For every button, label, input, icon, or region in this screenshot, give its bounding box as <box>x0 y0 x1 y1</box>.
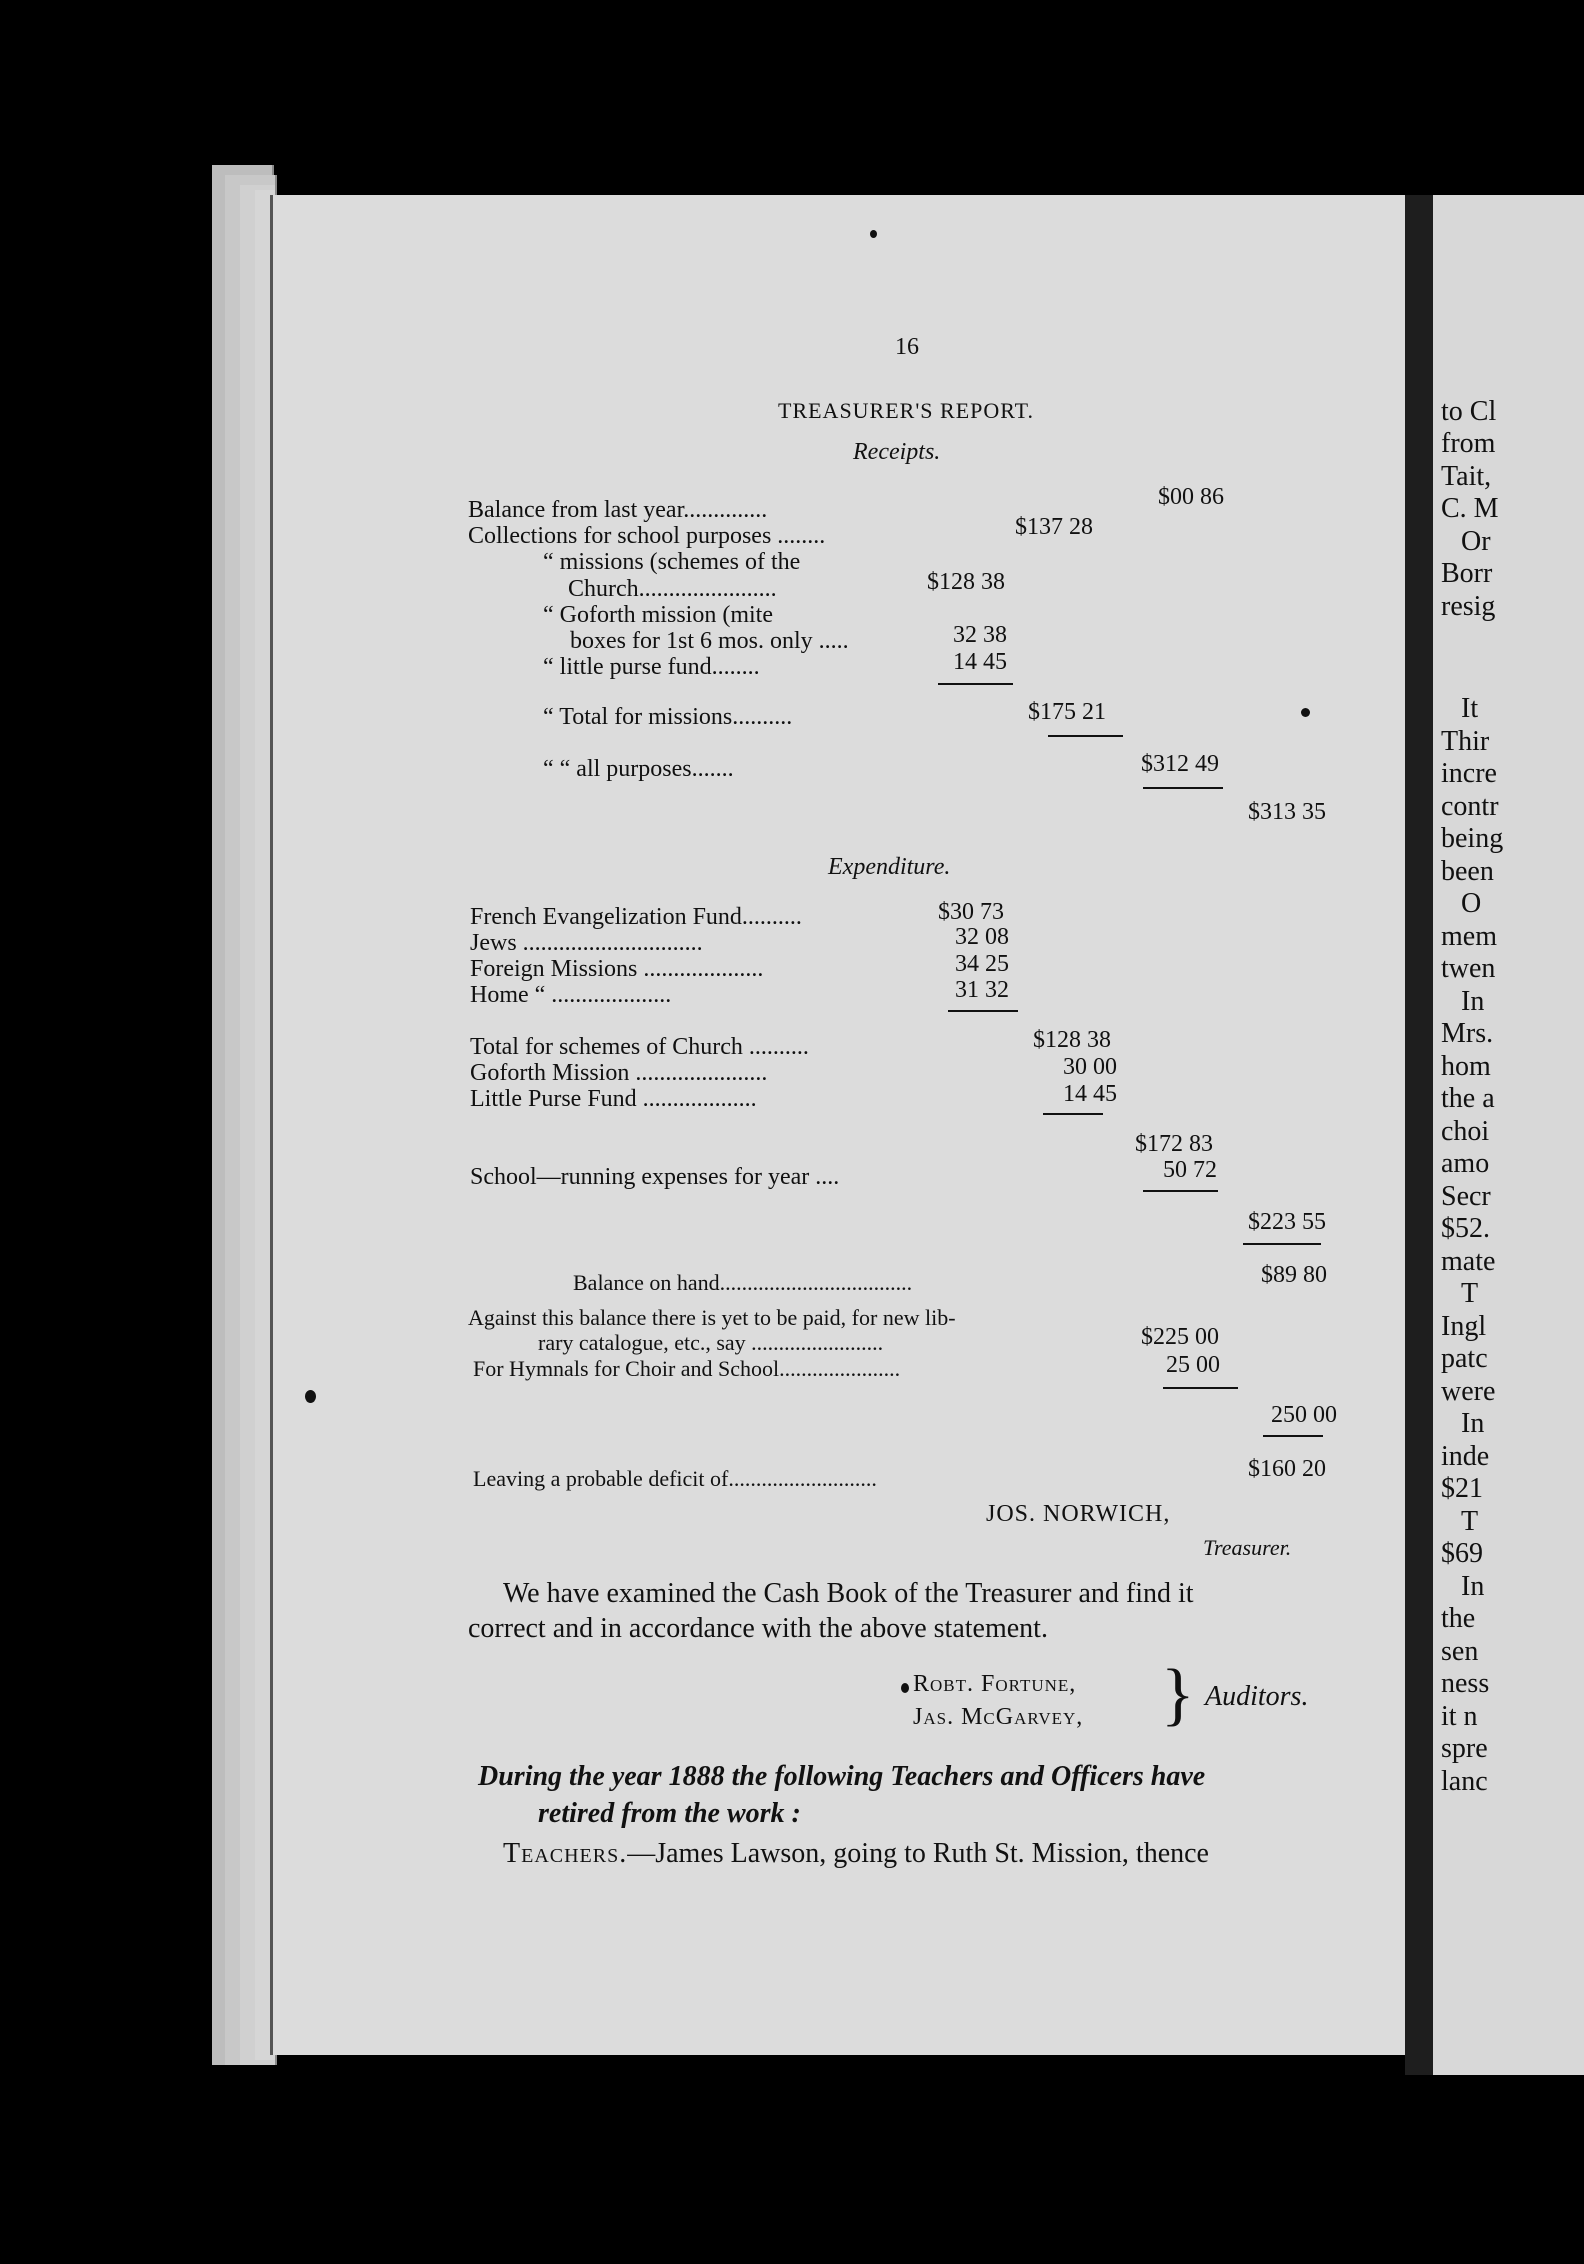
fragment-line: hom <box>1441 1051 1491 1082</box>
fragment-line: the <box>1441 1603 1476 1634</box>
receipt-label: “ Total for missions.......... <box>543 704 793 730</box>
fragment-line: spre <box>1441 1733 1488 1764</box>
fragment-line: Tait, <box>1441 461 1492 492</box>
receipts-heading: Receipts. <box>853 439 941 465</box>
treasurer-title: Treasurer. <box>1203 1535 1292 1560</box>
teachers-line <box>503 1840 1209 1868</box>
expenditure-label: School—running expenses for year .... <box>470 1164 840 1190</box>
total-rule <box>1243 1243 1321 1245</box>
receipt-amount: 32 38 <box>953 622 1007 648</box>
fragment-line: choi <box>1441 1116 1490 1147</box>
fragment-line: In <box>1461 1408 1485 1439</box>
fragment-line: T <box>1461 1278 1479 1309</box>
receipt-amount: $175 21 <box>1028 699 1106 725</box>
subtotal-rule <box>1143 787 1223 789</box>
fragment-line: Ingl <box>1441 1311 1487 1342</box>
subtotal-rule <box>938 683 1013 685</box>
receipt-amount: $00 86 <box>1158 484 1224 510</box>
receipt-amount: $137 28 <box>1015 514 1093 540</box>
fragment-line: amo <box>1441 1148 1490 1179</box>
hymnals-value: 25 00 <box>1166 1352 1220 1378</box>
balance-value: $89 80 <box>1261 1262 1327 1288</box>
receipt-label: “ “ all purposes....... <box>543 756 734 782</box>
deficit-label: Leaving a probable deficit of........................... <box>473 1466 877 1491</box>
audit-statement-line1: We have examined the Cash Book of the Treasurer and find it <box>503 1578 1194 1609</box>
teachers-label: Teachers. <box>503 1838 628 1869</box>
expenditure-amount: 14 45 <box>1063 1081 1117 1107</box>
receipt-label: Collections for school purposes ........ <box>468 523 826 549</box>
page-number: 16 <box>895 334 919 360</box>
receipt-label: “ Goforth mission (mite <box>543 602 773 628</box>
fragment-line: ness <box>1441 1668 1490 1699</box>
receipt-label: “ missions (schemes of the <box>543 549 801 575</box>
fragment-line: Thir <box>1441 726 1490 757</box>
fragment-line: inde <box>1441 1441 1490 1472</box>
expenditure-amount: 34 25 <box>955 951 1009 977</box>
receipt-amount: 14 45 <box>953 649 1007 675</box>
retired-heading-line2: retired from the work : <box>538 1798 801 1829</box>
fragment-line: T <box>1461 1506 1479 1537</box>
fragment-line: incre <box>1441 758 1497 789</box>
expenditure-amount: 31 32 <box>955 977 1009 1003</box>
fragment-line: Or <box>1461 526 1491 557</box>
right-page-fragment <box>1433 195 1584 2075</box>
expenditure-heading: Expenditure. <box>828 854 951 880</box>
expenditure-amount: 30 00 <box>1063 1054 1117 1080</box>
auditor-name: Robt. Fortune, <box>913 1671 1077 1697</box>
subtotal-rule <box>1048 735 1123 737</box>
expenditure-label: French Evangelization Fund.......... <box>470 904 802 930</box>
audit-statement-line2: correct and in accordance with the above statement. <box>468 1613 1048 1644</box>
receipts-grand-total: $313 35 <box>1248 799 1326 825</box>
subtotal-rule <box>1043 1113 1103 1115</box>
fragment-line: Secr <box>1441 1181 1491 1212</box>
fragment-line: mem <box>1441 921 1497 952</box>
expenditure-amount: 32 08 <box>955 924 1009 950</box>
ink-speck <box>870 230 877 238</box>
against-value: $225 00 <box>1141 1324 1219 1350</box>
ink-speck <box>1301 708 1310 717</box>
book-gutter <box>1405 195 1433 2075</box>
expenditure-total: $223 55 <box>1248 1209 1326 1235</box>
fragment-line: from <box>1441 428 1496 459</box>
deficit-value: $160 20 <box>1248 1456 1326 1482</box>
fragment-line: In <box>1461 986 1485 1017</box>
fragment-line: $52. <box>1441 1213 1490 1244</box>
treasurer-name: JOS. NORWICH, <box>986 1501 1171 1527</box>
fragment-line: it n <box>1441 1701 1478 1732</box>
fragment-line: twen <box>1441 953 1496 984</box>
fragment-line: resig <box>1441 591 1496 622</box>
subtotal-rule <box>1163 1387 1238 1389</box>
fragment-line: been <box>1441 856 1494 887</box>
teachers-text: —James Lawson, going to Ruth St. Mission, thence <box>627 1838 1209 1869</box>
against-text-line2: rary catalogue, etc., say ........................ <box>538 1330 884 1355</box>
fragment-line: Borr <box>1441 558 1493 589</box>
fragment-line: lanc <box>1441 1766 1488 1797</box>
auditor-name: Jas. McGarvey, <box>913 1704 1084 1730</box>
receipt-amount: $312 49 <box>1141 751 1219 777</box>
report-title: TREASURER'S REPORT. <box>778 398 1034 423</box>
receipt-label: Church....................... <box>568 576 777 602</box>
retired-heading-line1: During the year 1888 the following Teachers and Officers have <box>478 1761 1206 1792</box>
subtotal-rule <box>1143 1190 1218 1192</box>
ink-speck <box>305 1390 316 1403</box>
expenditure-label: Little Purse Fund ................... <box>470 1086 757 1112</box>
expenditure-label: Total for schemes of Church .......... <box>470 1034 809 1060</box>
fragment-line: O <box>1461 888 1482 919</box>
expenditure-amount: 50 72 <box>1163 1157 1217 1183</box>
fragment-line: C. M <box>1441 493 1499 524</box>
expenditure-amount: $172 83 <box>1135 1131 1213 1157</box>
fragment-line: were <box>1441 1376 1496 1407</box>
subtotal-value: 250 00 <box>1271 1402 1337 1428</box>
fragment-line: $21 <box>1441 1473 1483 1504</box>
fragment-line: It <box>1461 693 1479 724</box>
fragment-line: the a <box>1441 1083 1495 1114</box>
receipt-label: boxes for 1st 6 mos. only ..... <box>570 628 849 654</box>
fragment-line: to Cl <box>1441 396 1497 427</box>
fragment-line: patc <box>1441 1343 1488 1374</box>
fragment-line: $69 <box>1441 1538 1483 1569</box>
left-page <box>270 195 1408 2055</box>
fragment-line: sen <box>1441 1636 1479 1667</box>
expenditure-label: Foreign Missions .................... <box>470 956 764 982</box>
expenditure-amount: $30 73 <box>938 899 1004 925</box>
auditors-role: Auditors. <box>1205 1681 1309 1712</box>
fragment-line: Mrs. <box>1441 1018 1494 1049</box>
against-text-line1: Against this balance there is yet to be paid, for new lib- <box>468 1305 956 1330</box>
expenditure-label: Goforth Mission ...................... <box>470 1060 768 1086</box>
brace-glyph: } <box>1161 1656 1195 1733</box>
expenditure-label: Home “ .................... <box>470 982 672 1008</box>
receipt-label: “ little purse fund........ <box>543 654 760 680</box>
total-rule <box>1263 1435 1323 1437</box>
hymnals-label: For Hymnals for Choir and School...................... <box>473 1356 901 1381</box>
receipt-label: Balance from last year.............. <box>468 497 768 523</box>
subtotal-rule <box>948 1010 1018 1012</box>
fragment-line: contr <box>1441 791 1499 822</box>
ink-speck <box>901 1683 909 1693</box>
fragment-line: In <box>1461 1571 1485 1602</box>
receipt-amount: $128 38 <box>927 569 1005 595</box>
expenditure-amount: $128 38 <box>1033 1027 1111 1053</box>
balance-label: Balance on hand................................... <box>573 1270 913 1295</box>
fragment-line: mate <box>1441 1246 1496 1277</box>
expenditure-label: Jews .............................. <box>470 930 703 956</box>
fragment-line: being <box>1441 823 1504 854</box>
